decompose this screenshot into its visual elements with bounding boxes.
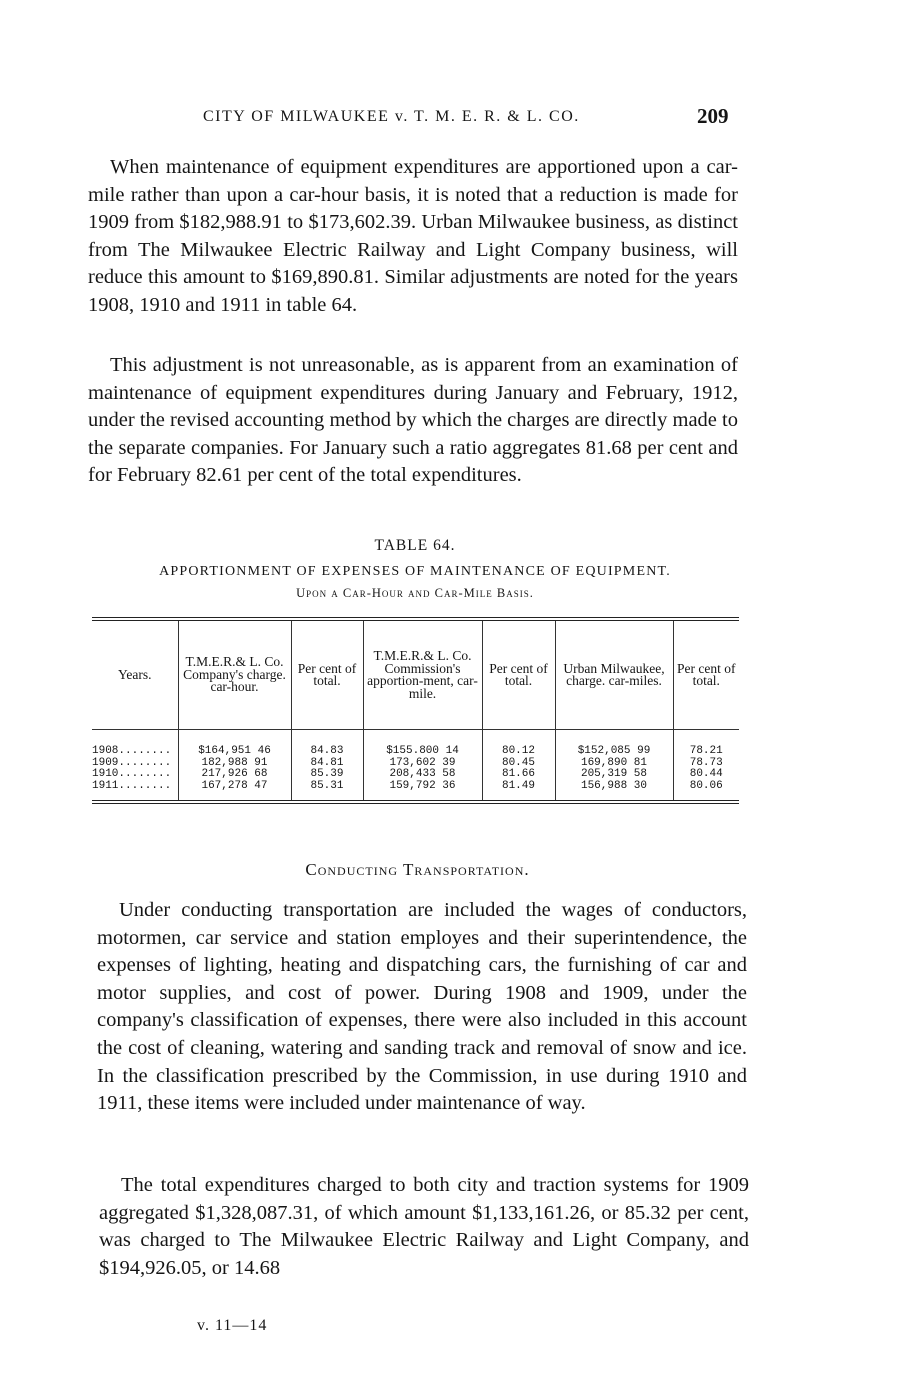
cell-commission: 173,602 39: [389, 756, 456, 769]
cell-company-charge: 167,278 47: [201, 779, 268, 792]
paragraph-4: The total expenditures charged to both city and traction systems for 1909 aggregated $1,328,087.31, of which amount $1,133,161.26, or 85.32 per cent, was charged to The Milwaukee Electric Railway and Light Company, and $194,926.05, or 14.68: [99, 1174, 749, 1279]
cell-year: 1910........: [92, 768, 172, 780]
table-data-row: [92, 730, 739, 801]
cell-percent-1: 84.81: [310, 756, 344, 769]
paragraph-1: When maintenance of equipment expenditures are apportioned upon a car-mile rather than upon a car-hour basis, it is noted that a reduction is made for 1909 from $182,988.91 to $173,602.39. Urban Milwaukee business, as distinct from The Milwaukee Electric Railway and Light Company business, will reduce this amount to $169,890.81. Similar adjustments are noted for the years 1908, 1910 and 1911 in table 64.: [88, 156, 738, 316]
header-years: Years.: [92, 621, 178, 730]
table-number: TABLE 64.: [374, 537, 456, 554]
header-commission-apportionment: T.M.E.R.& L. Co. Commission's apportion-ment, car-mile.: [363, 621, 482, 730]
cell-company-charge: 217,926 68: [201, 768, 268, 780]
cell-year: 1911........: [92, 779, 172, 792]
cell-urban: 169,890 81: [580, 756, 647, 769]
percent-3-column: [673, 730, 739, 801]
signature-mark: v. 11—14: [197, 1317, 268, 1334]
paragraph-3: Under conducting transportation are included the wages of conductors, motormen, car service and station employes and their superintendence, the expenses of lighting, heating and dispatching cars, the furnishing of car and motor supplies, and cost of power. During 1908 and 1909, under the company's classification of expenses, there were also included in this account the cost of cleaning, watering and sanding track and removal of snow and ice. In the classification prescribed by the Commission, in use during 1910 and 1911, these items were included under maintenance of way.: [97, 899, 747, 1115]
section-heading: Conducting Transportation.: [305, 860, 530, 879]
page-number: 209: [697, 104, 729, 128]
commission-column: [363, 730, 482, 801]
percent-2-column: [482, 730, 555, 801]
cell-percent-3: 80.06: [689, 779, 723, 792]
urban-column: [555, 730, 673, 801]
table-bottom-rule: [92, 800, 739, 804]
header-company-charge: T.M.E.R.& L. Co. Company's charge. car-hour.: [178, 621, 291, 730]
cell-year: 1908........: [92, 745, 172, 757]
table-subtitle: Upon a Car-Hour and Car-Mile Basis.: [296, 586, 534, 600]
header-percent-1: Per cent of total.: [291, 621, 363, 730]
header-percent-2: Per cent of total.: [482, 621, 555, 730]
company-charge-column: [178, 730, 291, 801]
running-title: CITY OF MILWAUKEE v. T. M. E. R. & L. CO.: [203, 108, 580, 125]
cell-percent-3: 80.44: [689, 768, 723, 780]
cell-percent-1: 85.31: [310, 779, 344, 792]
cell-percent-2: 81.66: [501, 768, 535, 780]
percent-1-column: [291, 730, 363, 801]
header-percent-3: Per cent of total.: [673, 621, 739, 730]
paragraph-2: This adjustment is not unreasonable, as is apparent from an examination of maintenance of equipment expenditures during January and February, 1912, under the revised accounting method by which the charges are directly made to the separate companies. For January such a ratio aggregates 81.68 per cent and for February 82.61 per cent of the total expenditures.: [88, 354, 738, 487]
cell-percent-3: 78.73: [689, 756, 723, 769]
cell-year: 1909........: [92, 756, 172, 769]
cell-percent-1: 84.83: [310, 745, 344, 757]
table-header-row: [92, 621, 739, 730]
cell-urban: 205,319 58: [580, 768, 647, 780]
cell-percent-3: 78.21: [689, 745, 723, 757]
cell-percent-2: 80.45: [501, 756, 535, 769]
cell-company-charge: 182,988 91: [201, 756, 268, 769]
cell-percent-2: 80.12: [501, 745, 535, 757]
years-column: [92, 730, 178, 801]
data-table: [92, 617, 739, 804]
cell-urban: 156,988 30: [580, 779, 647, 792]
table-body: [92, 621, 739, 800]
cell-commission: 159,792 36: [389, 779, 456, 792]
header-urban-milwaukee: Urban Milwaukee, charge. car-miles.: [555, 621, 673, 730]
cell-commission: 208,433 58: [389, 768, 456, 780]
cell-company-charge: $164,951 46: [198, 745, 271, 757]
cell-commission: $155.800 14: [386, 745, 459, 757]
cell-urban: $152,085 99: [577, 745, 651, 757]
table-title: APPORTIONMENT OF EXPENSES OF MAINTENANCE OF EQUIPMENT.: [159, 564, 671, 579]
cell-percent-1: 85.39: [310, 768, 344, 780]
cell-percent-2: 81.49: [501, 779, 535, 792]
